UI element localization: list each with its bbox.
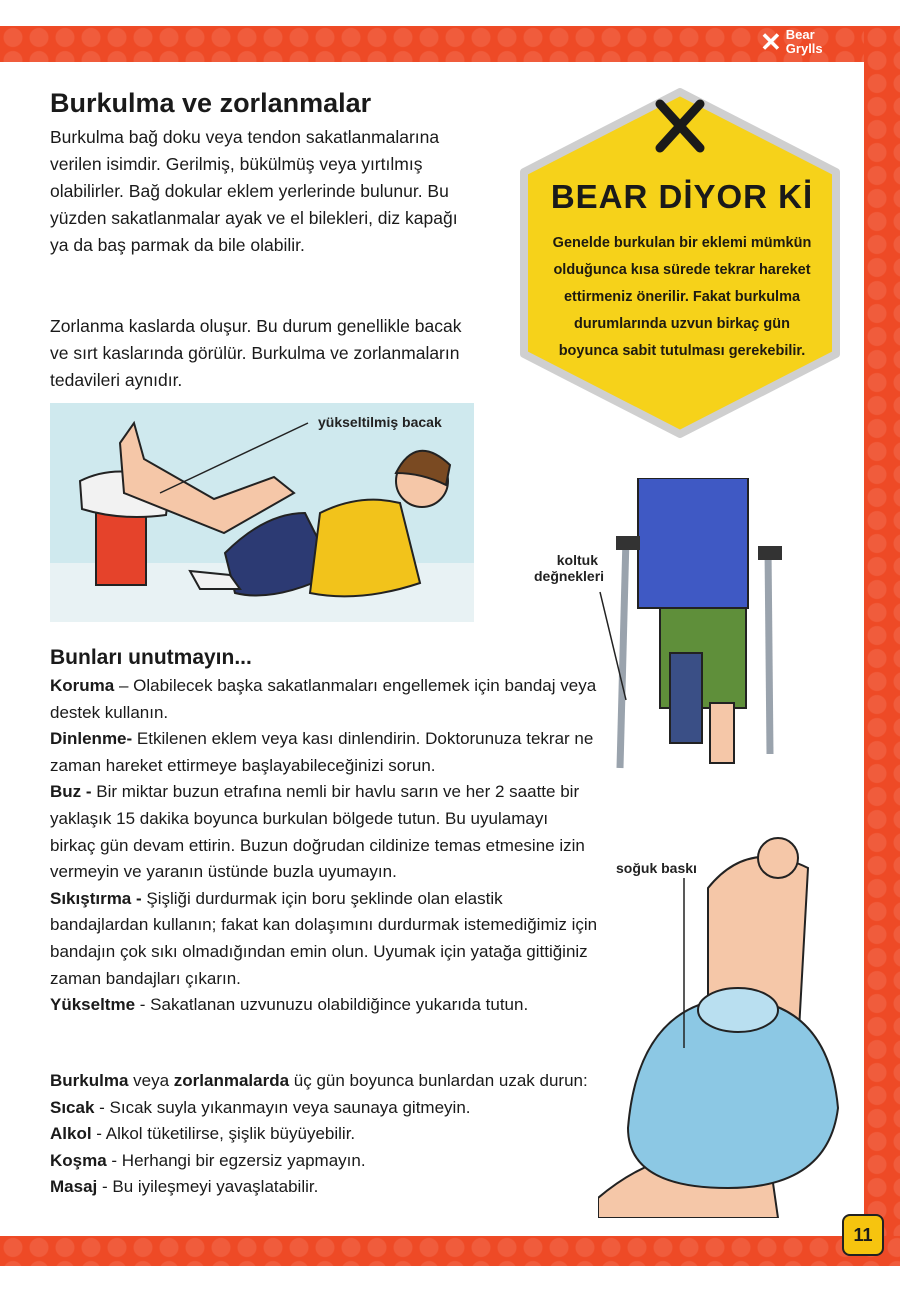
bottom-pattern-band [0,1236,900,1266]
remember-list [50,673,598,1019]
raised-leg-illustration [50,403,474,622]
page-title: Burkulma ve zorlanmalar [50,88,372,118]
avoid-intro: Burkulma veya zorlanmalarda üç gün boyunca bunlardan uzak durun: [50,1071,588,1090]
callout-body: Genelde burkulan bir eklemi mümkün olduğunca kısa sürede tekrar hareket ettirmeniz önerilir. Fakat burkulma durumlarında uzvun birkaç gün boyunca sabit tutulması gerekebilir. [552,235,812,359]
list-item: Buz - Bir miktar buzun etrafına nemli bir havlu sarın ve her 2 saatte bir yaklaşık 15 dakika boyunca burkulan bölgede tutun. Bu uyulamayı birkaç gün devam ettirin. Buzun doğrudan cildinize temas etmesine izin vermeyin ve yaranın üstünde buzla uyumayın. [50,782,585,882]
list-item: Koruma – Olabilecek başka sakatlanmaları engellemek için bandaj veya destek kullanın. [50,676,597,722]
crutches-pointer [596,590,636,710]
list-item: Sıkıştırma - Şişliği durdurmak için boru şeklinde olan elastik bandajlardan kullanın; fakat kan dolaşımını durdurmak istemediğimiz için bandajın çok sıkı olmadığından emin olun. Uyumak için yatağa gittiğiniz zaman bandajları çıkarın. [50,888,598,988]
label-raised-leg: yükseltilmiş bacak [318,414,442,430]
list-item: Dinlenme- Etkilenen eklem veya kası dinlendirin. Doktorunuza tekrar ne zaman hareket ettirmeye başlayabileceğinizi sorun. [50,729,594,775]
cold-compress-illustration [598,828,848,1218]
right-pattern-band [864,26,900,1266]
intro-paragraph-1: Burkulma bağ doku veya tendon sakatlanmalarına verilen isimdir. Gerilmiş, bükülmüş veya yırtılmış olabilirler. Bağ dokular eklem yerlerinde bulunur. Bu yüzden sakatlanmalar ayak ve el bilekleri, diz kapağı ya da baş parmak da bile olabilir. [50,127,458,255]
page-number: 11 [842,1214,884,1256]
list-item: Koşma - Herhangi bir egzersiz yapmayın. [50,1150,366,1170]
avoid-list [50,1068,600,1201]
intro-paragraph-2: Zorlanma kaslarda oluşur. Bu durum genellikle bacak ve sırt kaslarında görülür. Burkulma ve zorlanmaların tedavileri aynıdır. [50,316,462,390]
callout-title: BEAR DİYOR Kİ [550,178,814,215]
list-item: Alkol - Alkol tüketilirse, şişlik büyüyebilir. [50,1124,356,1144]
list-item: Yükseltme - Sakatlanan uzvunuzu olabildiğince yukarıda tutun. [50,995,529,1015]
label-cold-compress: soğuk baskı [616,860,697,876]
logo-text-bear: Bear [785,27,815,42]
logo-x-icon: ✕ [760,27,782,57]
logo-text-grylls: Grylls [785,41,823,56]
remember-heading: Bunları unutmayın... [50,646,252,669]
label-crutches: koltuk değnekleri [534,552,605,584]
bear-grylls-logo [760,28,823,56]
list-item: Sıcak - Sıcak suyla yıkanmayın veya saunaya gitmeyin. [50,1097,471,1117]
list-item: Masaj - Bu iyileşmeyi yavaşlatabilir. [50,1177,319,1197]
